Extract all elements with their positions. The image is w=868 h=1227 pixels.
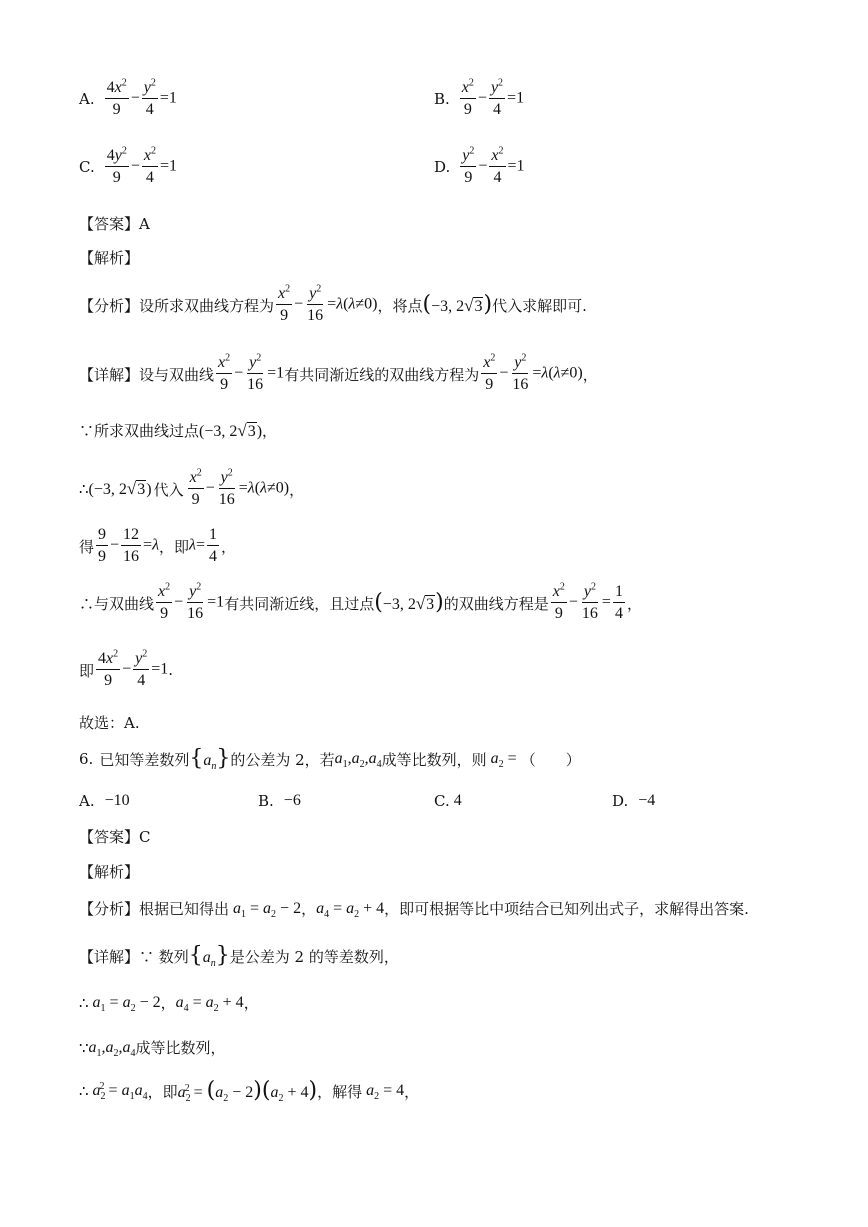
formula: $\frac{x^2}{9}$ − $\frac{y^2}{16}$ =λ(λ≠0): [278, 283, 378, 324]
q6-line4: [79, 1078, 420, 1105]
q6-line2: [79, 992, 259, 1013]
text: ，: [301, 900, 317, 918]
text: ，即: [147, 1082, 178, 1101]
option-label: D.: [434, 158, 451, 176]
option-label: A.: [79, 792, 95, 810]
q6-option-b: [258, 792, 301, 810]
point: (−3, 2 √ 3 ): [422, 292, 493, 317]
formula: $\frac{9}{9}$ − $\frac{12}{16}$ =λ: [98, 526, 160, 565]
formula: $\frac{x^2}{9}$ − $\frac{y^2}{16}$ =λ(λ≠0): [483, 352, 583, 393]
formula: $\frac{4x^2}{9}$ − $\frac{y^2}{4}$ =1: [98, 648, 169, 689]
text: 有共同渐近线，且过点: [224, 594, 375, 613]
option-label: A.: [79, 90, 95, 108]
text: 有共同渐近线的双曲线方程为: [284, 365, 480, 384]
text: ，即可根据等比中项结合已知列出式子，求解得出答案.: [384, 900, 749, 918]
text: ，: [582, 365, 598, 384]
text: ，: [160, 994, 176, 1012]
q5-option-b: [434, 77, 525, 118]
text: 代入求解即可.: [492, 296, 587, 315]
text: 已知等差数列: [99, 750, 190, 769]
terms: $a_1,a_2,a_4$: [88, 1038, 136, 1059]
terms: $a_1,a_2,a_4$: [334, 750, 382, 771]
text: ，: [404, 1082, 420, 1101]
sequence: $\{a_n\}$: [188, 943, 230, 970]
option-label: B.: [258, 792, 274, 810]
text: .: [168, 661, 174, 679]
text: 成等比数列，: [135, 1039, 226, 1057]
formula: $\frac{x^2}{9}$ − $\frac{y^2}{16}$ = $\frac{1}{4}$: [552, 581, 623, 622]
formula: $a_1 = a_2 - 2$: [92, 993, 161, 1014]
q5-answer: 【答案】A: [79, 215, 150, 233]
text: ，: [289, 480, 305, 499]
text: ∴与双曲线: [79, 594, 155, 613]
option-label: B.: [434, 90, 450, 108]
q6-answer: 【答案】C: [79, 828, 151, 846]
text: 的双曲线方程是: [443, 594, 549, 613]
text: 【分析】根据已知得出: [79, 900, 230, 918]
text: 即: [79, 661, 95, 680]
q5-because-line: [79, 420, 277, 441]
text: ，即: [159, 537, 190, 556]
q5-therefore-line: [79, 467, 305, 508]
point: (−3, 2 √ 3 ): [199, 420, 263, 440]
text: ，: [243, 994, 259, 1012]
text: ，解得: [317, 1082, 363, 1101]
q5-option-d: [434, 145, 525, 186]
formula: $a_2^2 = (a_2 - 2)(a_2 + 4)$: [177, 1078, 318, 1105]
q5-xiangjie: [79, 352, 598, 393]
point: (−3, 2 √ 3 ): [374, 590, 444, 615]
option-value: −6: [283, 792, 301, 809]
text: ∵所求双曲线过点: [79, 422, 200, 440]
formula: $\frac{x^2}{9}$ − $\frac{y^2}{16}$ =1: [158, 581, 225, 622]
sequence: $\{a_n\}$: [189, 746, 231, 773]
q6-stem: [79, 746, 581, 773]
text: 【分析】设所求双曲线方程为: [79, 296, 275, 315]
q5-get-line: [79, 527, 236, 565]
formula: $\frac{x^2}{9}$ − $\frac{y^2}{16}$ =1: [218, 352, 285, 393]
text: ，: [221, 537, 237, 556]
formula: $a_1 = a_2 - 2$: [233, 899, 302, 920]
text: （ ）: [520, 750, 581, 769]
text: ∴: [79, 480, 89, 498]
q5-analysis-heading: 【解析】: [79, 249, 140, 267]
formula: λ= $\frac{1}{4}$: [189, 526, 217, 565]
q6-option-c: [434, 792, 462, 810]
option-label: D.: [612, 792, 629, 810]
text: ∴: [79, 1082, 89, 1100]
q6-xiangjie: [79, 943, 399, 970]
point: (−3, 2 √ 3 ): [88, 479, 152, 498]
text: ，: [626, 594, 642, 613]
text: 【详解】设与双曲线: [79, 365, 215, 384]
formula: $a_2^2 = a_1a_4$: [92, 1080, 148, 1103]
text: ，: [262, 422, 278, 440]
term: $a_2$ =: [490, 750, 517, 771]
option-value: 4: [453, 792, 462, 809]
text: 成等比数列，则: [381, 750, 487, 769]
option-value: −10: [104, 792, 130, 809]
option-label: C.: [434, 792, 450, 810]
q5-ji-line: [79, 648, 174, 689]
q5-fenxi: [79, 283, 587, 324]
q5-option-a: [79, 77, 177, 118]
option-value: −4: [638, 792, 656, 809]
text: ∵: [79, 1038, 89, 1057]
text: 的公差为 2，若: [230, 750, 335, 769]
q6-line3: [79, 1037, 226, 1058]
formula: $a_4 = a_2 + 4$: [316, 899, 385, 920]
question-number: 6.: [79, 750, 94, 768]
text: 是公差为 2 的等差数列，: [229, 947, 399, 966]
formula: $\frac{y^2}{9}$ − $\frac{x^2}{4}$ =1: [462, 145, 525, 186]
q5-option-c: [79, 145, 177, 186]
option-label: C.: [79, 158, 95, 176]
formula: $a_4 = a_2 + 4$: [175, 993, 244, 1014]
q5-choose: 故选：A.: [79, 714, 140, 732]
q6-analysis-heading: 【解析】: [79, 863, 140, 881]
formula: $a_2 = 4$: [366, 1082, 405, 1103]
text: 得: [79, 537, 95, 556]
q6-option-d: [612, 792, 655, 810]
text: 【详解】∵ 数列: [79, 947, 189, 966]
q6-option-a: [79, 792, 130, 810]
text: 代入: [153, 480, 184, 499]
formula: $\frac{4y^2}{9}$ − $\frac{x^2}{4}$ =1: [106, 145, 177, 186]
formula: $\frac{x^2}{9}$ − $\frac{y^2}{16}$ =λ(λ≠0): [189, 467, 290, 508]
formula: $\frac{4x^2}{9}$ − $\frac{y^2}{4}$ =1: [106, 77, 177, 118]
formula: $\frac{x^2}{9}$ − $\frac{y^2}{4}$ =1: [461, 77, 525, 118]
text: ∴: [79, 993, 89, 1012]
q6-fenxi: [79, 898, 749, 919]
q5-conclude-line: [79, 581, 642, 622]
text: ，将点: [377, 296, 423, 315]
